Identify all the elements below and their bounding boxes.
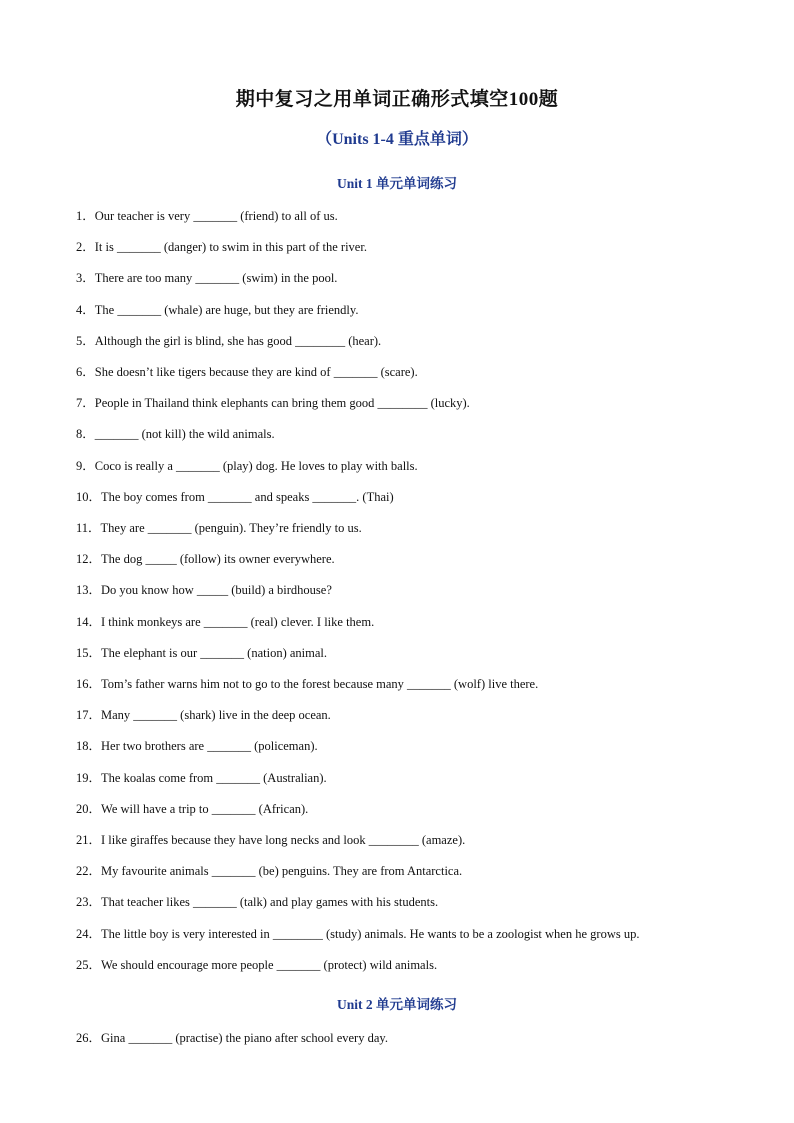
question-text: The _______ (whale) are huge, but they are friendly. <box>94 303 359 317</box>
question-text: Our teacher is very _______ (friend) to all of us. <box>94 209 338 223</box>
question-text: There are too many _______ (swim) in the pool. <box>94 271 338 285</box>
question-item <box>76 582 332 598</box>
question-item <box>76 520 362 536</box>
question-number: 23． <box>76 895 102 909</box>
question-text: That teacher likes _______ (talk) and play games with his students. <box>101 895 439 909</box>
question-number: 15． <box>76 646 102 660</box>
question-text: I think monkeys are _______ (real) clever. I like them. <box>101 615 375 629</box>
question-item <box>76 645 327 661</box>
question-number: 7． <box>76 396 95 410</box>
unit-1-heading: Unit 1 单元单词练习 <box>336 176 457 191</box>
question-number: 1． <box>76 209 95 223</box>
question-item <box>76 333 381 349</box>
question-item <box>76 614 374 630</box>
question-number: 9． <box>76 459 95 473</box>
question-item <box>76 364 418 380</box>
question-text: The elephant is our _______ (nation) animal. <box>101 646 327 660</box>
page-subtitle: （Units 1-4 重点单词） <box>316 131 478 148</box>
unit-2-heading: Unit 2 单元单词练习 <box>336 997 457 1012</box>
question-text: Her two brothers are _______ (policeman). <box>101 739 318 753</box>
question-item <box>76 738 318 754</box>
question-item <box>76 426 275 442</box>
question-number: 22． <box>76 864 102 878</box>
question-item <box>76 832 465 848</box>
question-text: People in Thailand think elephants can bring them good ________ (lucky). <box>94 396 470 410</box>
question-text: The koalas come from _______ (Australian). <box>101 771 327 785</box>
question-text: It is _______ (danger) to swim in this part of the river. <box>94 240 367 254</box>
question-text: _______ (not kill) the wild animals. <box>94 427 275 441</box>
question-number: 25． <box>76 958 102 972</box>
question-text: We should encourage more people _______ (protect) wild animals. <box>101 958 438 972</box>
question-item <box>76 926 639 942</box>
question-text: The little boy is very interested in ________ (study) animals. He wants to be a zoologist when he grows up. <box>101 927 640 941</box>
question-item <box>76 458 418 474</box>
question-item <box>76 302 358 318</box>
question-item <box>76 208 338 224</box>
question-number: 17． <box>76 708 102 722</box>
question-number: 5． <box>76 334 95 348</box>
question-number: 3． <box>76 271 95 285</box>
question-number: 12． <box>76 552 102 566</box>
question-text: Although the girl is blind, she has good ________ (hear). <box>94 334 382 348</box>
question-text: We will have a trip to _______ (African). <box>101 802 309 816</box>
question-number: 8． <box>76 427 95 441</box>
question-number: 13． <box>76 583 102 597</box>
question-text: Coco is really a _______ (play) dog. He loves to play with balls. <box>94 459 418 473</box>
question-item <box>76 801 308 817</box>
question-number: 14． <box>76 615 102 629</box>
question-number: 6． <box>76 365 95 379</box>
question-item <box>76 395 470 411</box>
question-number: 16． <box>76 677 102 691</box>
question-number: 20． <box>76 802 102 816</box>
question-number: 19． <box>76 771 102 785</box>
question-item <box>76 239 367 255</box>
question-text: Many _______ (shark) live in the deep ocean. <box>101 708 331 722</box>
question-item <box>76 863 462 879</box>
question-item <box>76 1030 388 1046</box>
question-text: Do you know how _____ (build) a birdhouse? <box>101 583 332 597</box>
question-text: I like giraffes because they have long necks and look ________ (amaze). <box>101 833 466 847</box>
question-text: The dog _____ (follow) its owner everywhere. <box>101 552 335 566</box>
question-number: 24． <box>76 927 102 941</box>
question-item <box>76 957 437 973</box>
question-number: 26． <box>76 1031 102 1045</box>
question-number: 10． <box>76 490 102 504</box>
question-text: Tom’s father warns him not to go to the forest because many _______ (wolf) live there. <box>101 677 539 691</box>
question-number: 4． <box>76 303 95 317</box>
question-number: 11． <box>76 521 101 535</box>
question-number: 21． <box>76 833 102 847</box>
question-item <box>76 270 337 286</box>
question-item <box>76 770 327 786</box>
question-item <box>76 894 438 910</box>
question-item <box>76 707 331 723</box>
question-number: 18． <box>76 739 102 753</box>
question-text: Gina _______ (practise) the piano after school every day. <box>101 1031 388 1045</box>
question-item <box>76 676 538 692</box>
question-item <box>76 489 394 505</box>
question-item <box>76 551 335 567</box>
question-text: My favourite animals _______ (be) penguins. They are from Antarctica. <box>101 864 463 878</box>
question-text: She doesn’t like tigers because they are kind of _______ (scare). <box>94 365 418 379</box>
question-number: 2． <box>76 240 95 254</box>
page-title: 期中复习之用单词正确形式填空100题 <box>235 89 559 110</box>
question-text: The boy comes from _______ and speaks _______. (Thai) <box>101 490 394 504</box>
question-text: They are _______ (penguin). They’re friendly to us. <box>100 521 362 535</box>
